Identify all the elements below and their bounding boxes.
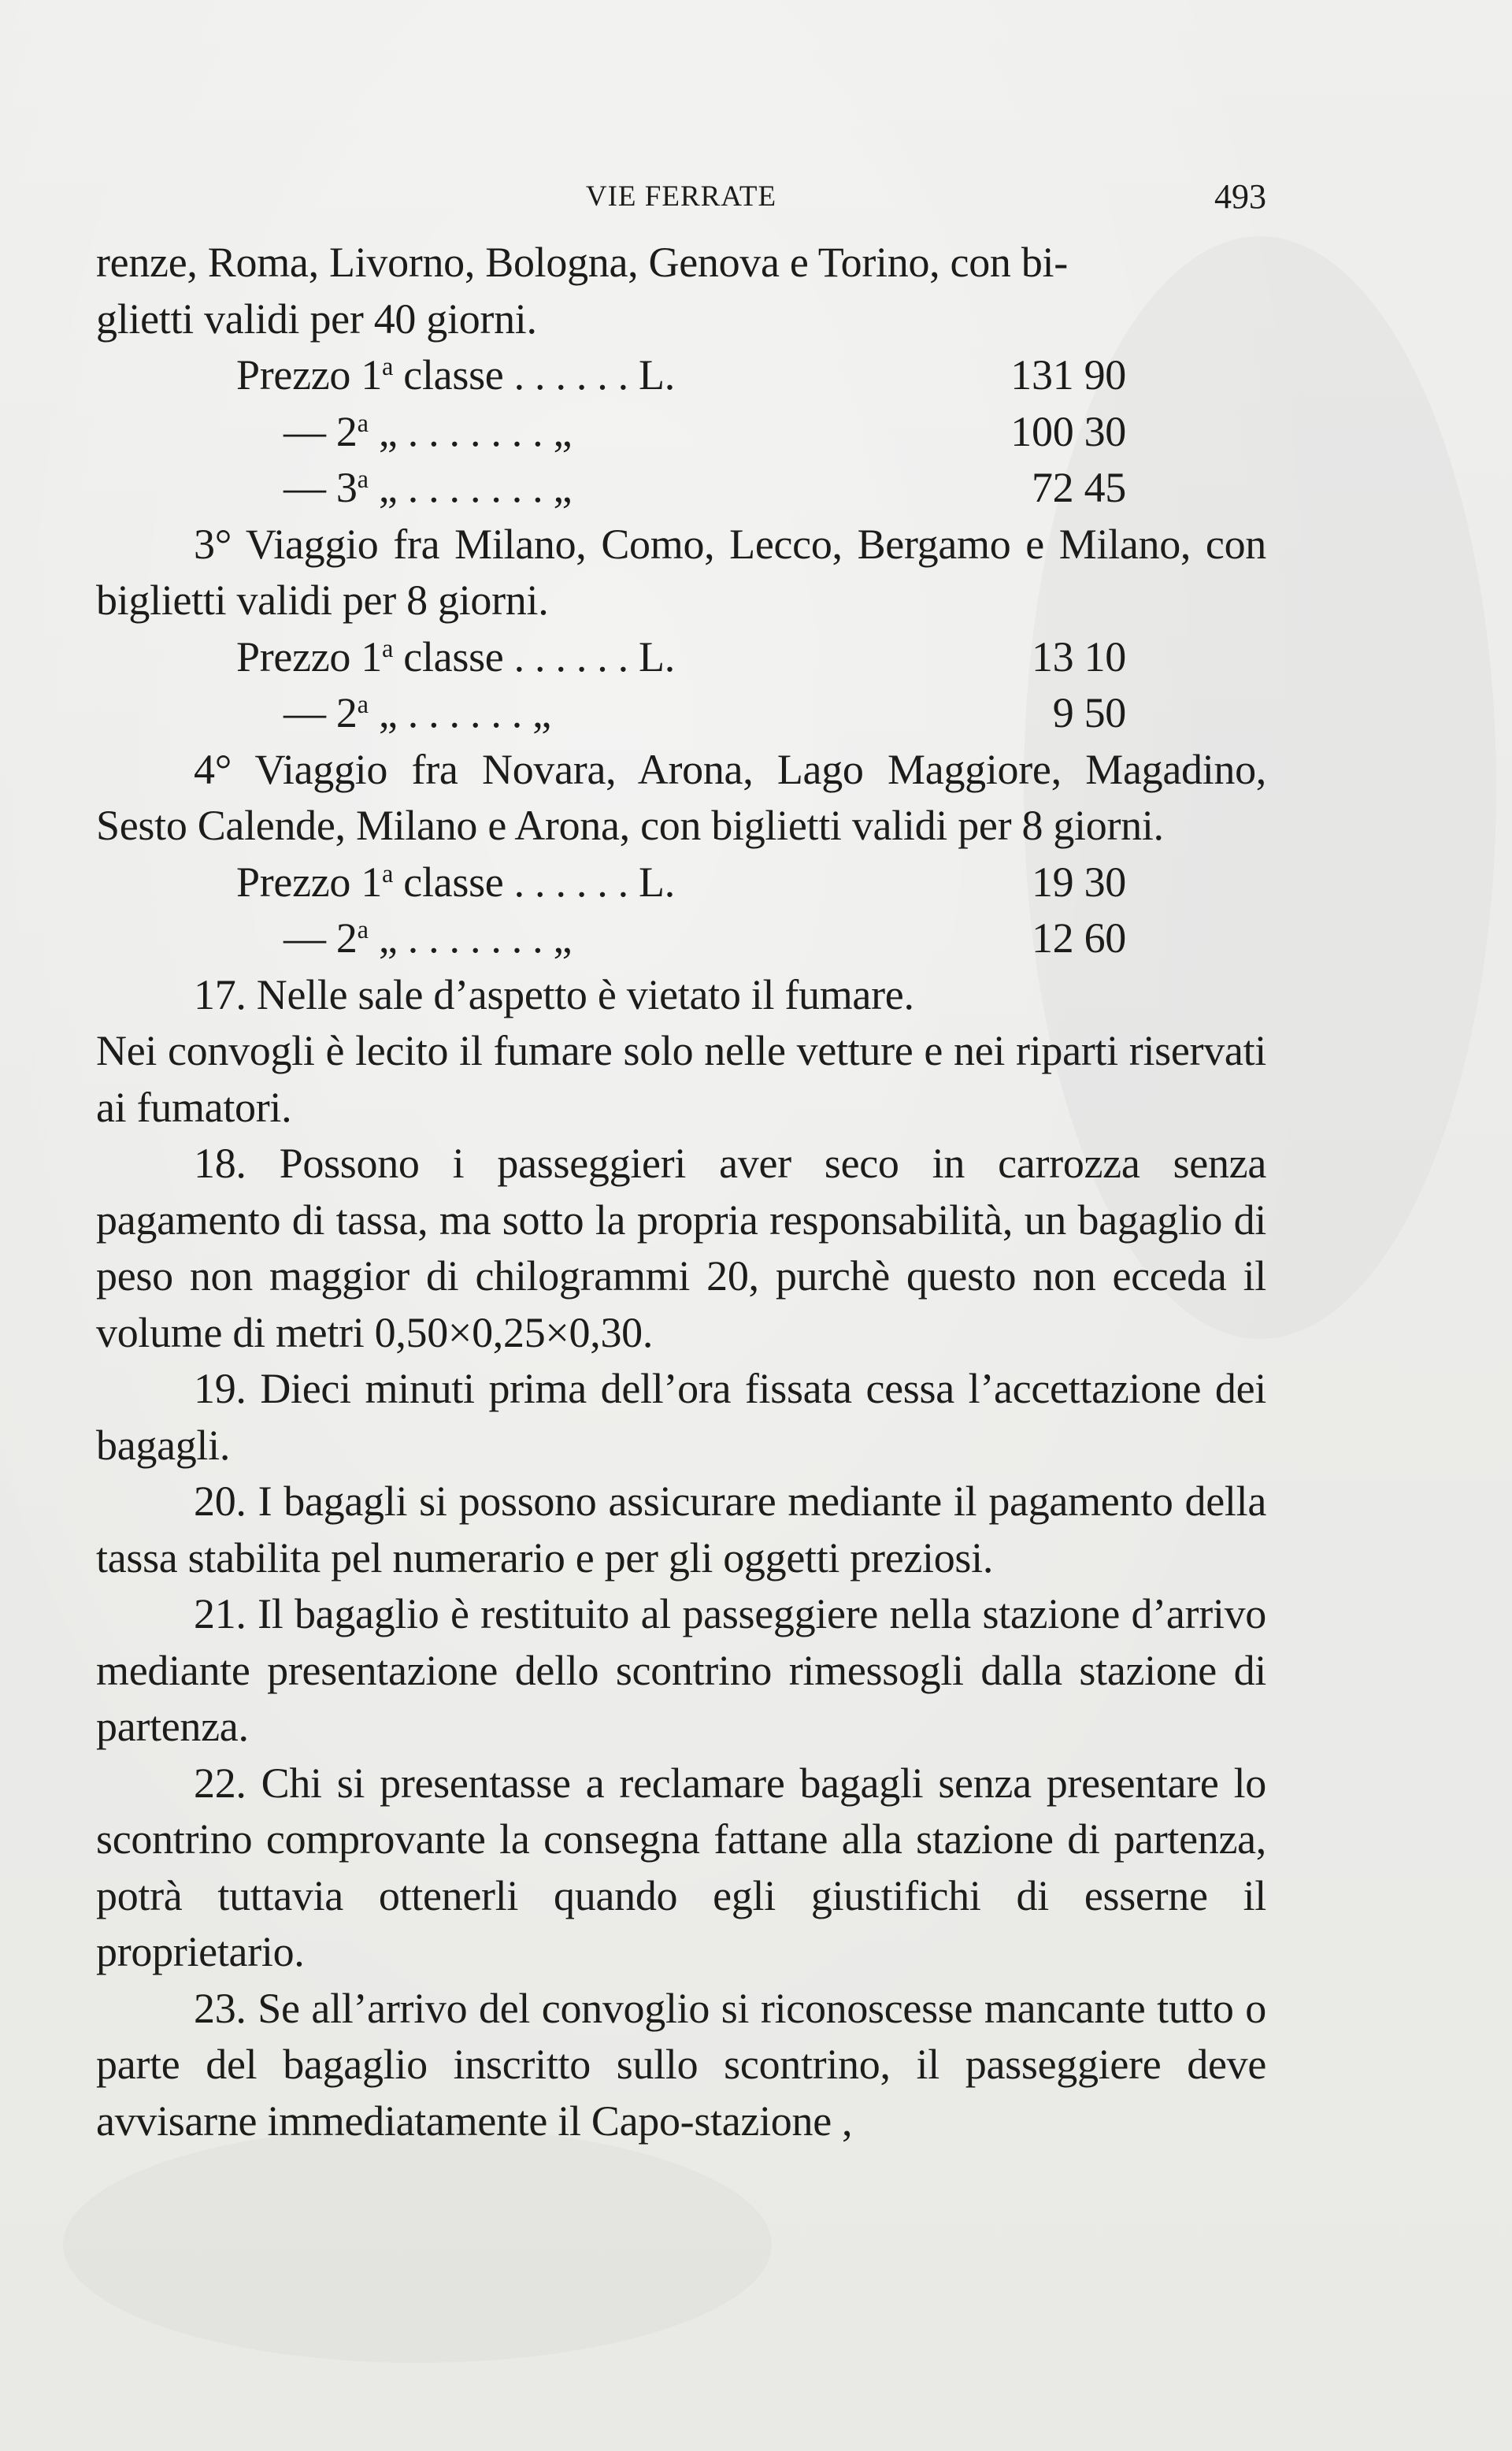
price-amount: 13 10 xyxy=(1031,632,1126,680)
price-label: — 3$^a$ „ . . . . . . . „ xyxy=(284,464,573,511)
price-label: — 2$^a$ „ . . . . . . . „ xyxy=(284,407,573,455)
article-17-continued: Nei convogli è lecito il fumare solo nelle vetture e nei riparti riservati ai fumatori. xyxy=(96,1027,1266,1131)
article-19: 19. Dieci minuti prima dell’ora fissata cessa l’accettazione dei bagagli. xyxy=(96,1365,1266,1469)
running-head: VIE FERRATE xyxy=(585,180,777,213)
paragraph: 4° Viaggio fra Novara, Arona, Lago Maggiore, Magadino, Sesto Calende, Milano e Arona, con biglietti validi per 8 giorni. xyxy=(96,745,1266,849)
page-number: 493 xyxy=(1214,177,1266,216)
article-17: 17. Nelle sale d’aspetto è vietato il fumare. xyxy=(194,970,914,1018)
page-stain xyxy=(63,2127,772,2363)
price-row xyxy=(96,910,1266,967)
price-amount: 131 90 xyxy=(1010,351,1126,399)
price-amount: 100 30 xyxy=(1010,407,1126,455)
price-label: — 2$^a$ „ . . . . . . „ xyxy=(284,689,551,736)
price-amount: 72 45 xyxy=(1031,464,1126,511)
price-label: Prezzo 1$^a$ classe . . . . . . L. xyxy=(236,632,675,680)
article-20: 20. I bagagli si possono assicurare mediante il pagamento della tassa stabilita pel numerario e per gli oggetti preziosi. xyxy=(96,1478,1266,1581)
paragraph-line: glietti validi per 40 giorni. xyxy=(96,295,537,343)
price-table-b xyxy=(96,629,1266,742)
price-row xyxy=(96,404,1266,461)
page-header xyxy=(96,177,1266,227)
price-label: — 2$^a$ „ . . . . . . . „ xyxy=(284,914,573,962)
paragraph-line: renze, Roma, Livorno, Bologna, Genova e Torino, con bi- xyxy=(96,239,1068,286)
article-23: 23. Se all’arrivo del convoglio si riconoscesse mancante tutto o parte del bagaglio inscritto sullo scontrino, il passeggiere deve avvisarne immediatamente il Capo-stazione , xyxy=(96,1984,1266,2145)
article-18: 18. Possono i passeggieri aver seco in carrozza senza pagamento di tassa, ma sotto la propria responsabilità, un bagaglio di peso non maggior di chilogrammi 20, purchè questo non ecceda il volume di metri 0,50×0,25×0,30. xyxy=(96,1140,1266,1356)
page-body xyxy=(96,235,1266,2149)
price-row xyxy=(96,629,1266,686)
price-row xyxy=(96,460,1266,517)
price-label: Prezzo 1$^a$ classe . . . . . . L. xyxy=(236,858,675,906)
price-amount: 12 60 xyxy=(1031,914,1126,962)
article-22: 22. Chi si presentasse a reclamare bagagli senza presentare lo scontrino comprovante la consegna fattane alla stazione di partenza, potrà tuttavia ottenerli quando egli giustifichi di esserne il proprietario. xyxy=(96,1759,1266,1975)
price-label: Prezzo 1$^a$ classe . . . . . . L. xyxy=(236,351,675,399)
article-21: 21. Il bagaglio è restituito al passeggiere nella stazione d’arrivo mediante presentazione dello scontrino rimessogli dalla stazione di partenza. xyxy=(96,1590,1266,1750)
price-row xyxy=(96,347,1266,404)
price-row xyxy=(96,855,1266,911)
price-table-c xyxy=(96,855,1266,967)
price-row xyxy=(96,685,1266,742)
paragraph: 3° Viaggio fra Milano, Como, Lecco, Bergamo e Milano, con biglietti validi per 8 giorni. xyxy=(96,520,1266,624)
price-amount: 9 50 xyxy=(1052,689,1126,736)
price-table-a xyxy=(96,347,1266,517)
price-amount: 19 30 xyxy=(1031,858,1126,906)
